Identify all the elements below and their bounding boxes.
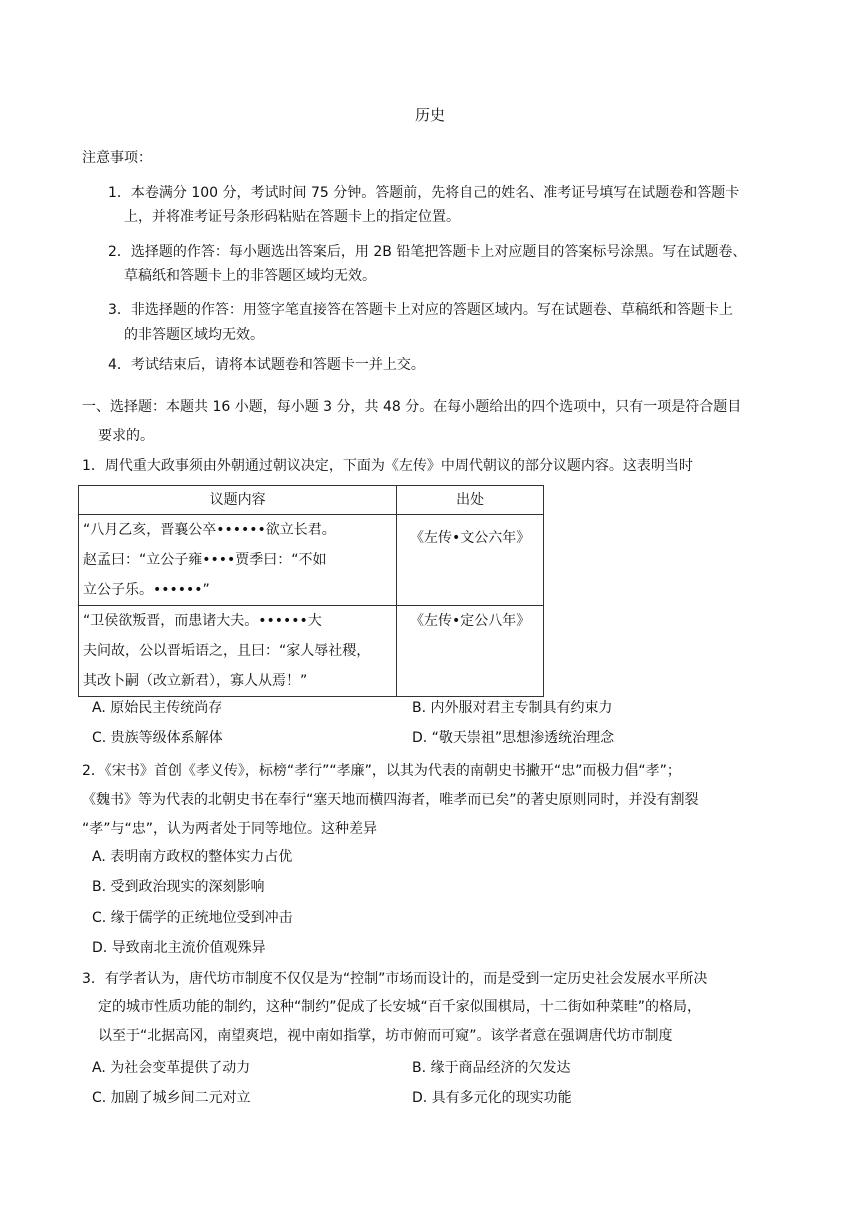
q3-option-b: B. 缘于商品经济的欠发达: [412, 1060, 571, 1076]
q2-line2: 《魏书》等为代表的北朝史书在奉行“塞天地而横四海者，唯孝而已矣”的著史原则同时，并没有割裂: [82, 792, 699, 808]
table-cell-content: [79, 606, 397, 697]
row2-line2: 夫问故，公以晋垢语之，且曰：“家人辱社稷，: [83, 643, 371, 659]
row1-line3: 立公子乐。••••••”: [83, 582, 210, 598]
note-3-line1: 3．非选择题的作答：用签字笔直接答在答题卡上对应的答题区域内。写在试题卷、草稿纸和答题卡上: [108, 302, 733, 318]
notes-heading: 注意事项：: [82, 150, 152, 166]
row2-line1: “卫侯欲叛晋，而患诸大夫。••••••大: [83, 613, 322, 629]
section-heading-cont: 要求的。: [98, 428, 154, 444]
q2-option-a: A. 表明南方政权的整体实力占优: [92, 849, 293, 865]
row1-line2: 赵孟曰：“立公子雍••••贾季曰：“不如: [83, 552, 327, 568]
q2-option-c: C. 缘于儒学的正统地位受到冲击: [92, 910, 293, 926]
q1-table: [78, 485, 544, 697]
q3-option-a: A. 为社会变革提供了动力: [92, 1060, 251, 1076]
note-2-line2: 草稿纸和答题卡上的非答题区域均无效。: [124, 268, 376, 284]
row2-line3: 其改卜嗣（改立新君），寡人从焉！”: [83, 673, 308, 689]
table-header-content: 议题内容: [79, 486, 397, 515]
q3-option-c: C. 加剧了城乡间二元对立: [92, 1090, 251, 1106]
note-1-line1: 1．本卷满分 100 分，考试时间 75 分钟。答题前，先将自己的姓名、准考证号填写在试题卷和答题卡: [108, 185, 740, 201]
q3-line2: 定的城市性质功能的制约，这种“制约”促成了长安城“百千家似围棋局，十二街如种菜畦”的格局，: [98, 999, 702, 1015]
q2-option-d: D. 导致南北主流价值观殊异: [92, 940, 266, 956]
row1-line1: “八月乙亥，晋襄公卒••••••欲立长君。: [83, 522, 336, 538]
q3-option-d: D. 具有多元化的现实功能: [412, 1090, 572, 1106]
table-row: [79, 606, 544, 697]
table-cell-source: 《左传•定公八年》: [397, 606, 544, 697]
q2-line1: 2．《宋书》首创《孝义传》，标榜“孝行”“孝廉”，以其为代表的南朝史书撇开“忠”而极力倡“孝”；: [82, 763, 681, 779]
q3-line1: 3．有学者认为，唐代坊市制度不仅仅是为“控制”市场而设计的，而是受到一定历史社会发展水平所决: [82, 971, 708, 987]
q1-option-b: B. 内外服对君主专制具有约束力: [412, 700, 613, 716]
note-3-line2: 的非答题区域均无效。: [124, 327, 264, 343]
q2-line3: “孝”与“忠”，认为两者处于同等地位。这种差异: [82, 821, 378, 837]
section-heading: 一、选择题：本题共 16 小题，每小题 3 分，共 48 分。在每小题给出的四个选项中，只有一项是符合题目: [82, 399, 742, 415]
table-cell-content: [79, 515, 397, 606]
note-2-line1: 2．选择题的作答：每小题选出答案后，用 2B 铅笔把答题卡上对应题目的答案标号涂黑。写在试题卷、: [108, 244, 747, 260]
table-header-source: 出处: [397, 486, 544, 515]
table-header-row: [79, 486, 544, 515]
q1-option-a: A. 原始民主传统尚存: [92, 700, 223, 716]
q1-stem: 1．周代重大政事须由外朝通过朝议决定，下面为《左传》中周代朝议的部分议题内容。这表明当时: [82, 458, 693, 474]
page-title: 历史: [414, 106, 445, 124]
note-1-line2: 上，并将准考证号条形码粘贴在答题卡上的指定位置。: [124, 209, 460, 225]
table-row: [79, 515, 544, 606]
q1-option-c: C. 贵族等级体系解体: [92, 730, 223, 746]
q3-line3: 以至于“北据高冈，南望爽垲，视中南如指掌，坊市俯而可窥”。该学者意在强调唐代坊市制度: [98, 1028, 673, 1044]
note-4-line1: 4．考试结束后，请将本试题卷和答题卡一并上交。: [108, 357, 425, 373]
q2-option-b: B. 受到政治现实的深刻影响: [92, 879, 265, 895]
table-cell-source: 《左传•文公六年》: [397, 515, 544, 606]
q1-option-d: D. “敬天崇祖”思想渗透统治理念: [412, 730, 615, 746]
